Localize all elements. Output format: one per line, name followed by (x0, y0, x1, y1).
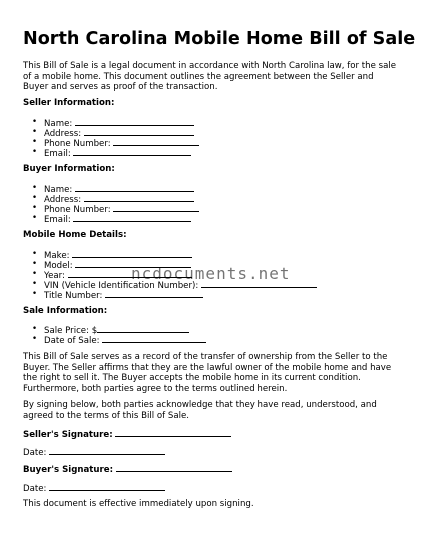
buyer-address-field: • Address: (23, 193, 199, 203)
date-of-sale-field: • Date of Sale: (23, 334, 206, 344)
title-number-field: • Title Number: (23, 289, 317, 299)
buyer-phone-field: • Phone Number: (23, 203, 199, 213)
vin-field: • VIN (Vehicle Identification Number): (23, 279, 317, 289)
seller-date-line[interactable] (49, 446, 165, 455)
seller-address-line[interactable] (84, 127, 194, 136)
buyer-signature-line[interactable] (116, 463, 232, 472)
buyer-address-line[interactable] (84, 193, 194, 202)
sale-price-field: • Sale Price: $ (23, 324, 206, 334)
buyer-date-line[interactable] (49, 482, 165, 491)
seller-phone-line[interactable] (113, 137, 199, 146)
effective-statement: This document is effective immediately upon signing. (23, 499, 254, 509)
seller-signature-line[interactable] (115, 428, 231, 437)
year-field: • Year: (23, 269, 317, 279)
buyer-phone-line[interactable] (113, 203, 199, 212)
seller-phone-field: • Phone Number: (23, 137, 199, 147)
model-field: • Model: (23, 259, 317, 269)
seller-heading: Seller Information: (23, 98, 115, 108)
buyer-email-field: • Email: (23, 213, 199, 223)
date-of-sale-line[interactable] (102, 334, 206, 343)
site-watermark: ncdocuments.net (131, 264, 291, 283)
acknowledge-paragraph: By signing below, both parties acknowledge that they have read, understood, and agreed to the terms of this Bill of Sale. (23, 400, 377, 421)
seller-address-field: • Address: (23, 127, 199, 137)
buyer-name-field: • Name: (23, 183, 199, 193)
make-field: • Make: (23, 249, 317, 259)
seller-email-field: • Email: (23, 147, 199, 157)
buyer-heading: Buyer Information: (23, 164, 115, 174)
sale-heading: Sale Information: (23, 306, 108, 316)
seller-email-line[interactable] (73, 147, 191, 156)
seller-date-row: Date: (23, 446, 165, 459)
record-paragraph: This Bill of Sale serves as a record of the transfer of ownership from the Seller to the Buyer. The Seller affirms that they are the lawful owner of the mobile home and have the right to sell it. The Buyer accepts the mobile home in its current condition. Furthermore, both parties agree to the terms outlined herein. (23, 352, 392, 394)
buyer-signature-row: Buyer's Signature: (23, 463, 232, 476)
title-number-line[interactable] (105, 289, 203, 298)
seller-name-line[interactable] (75, 117, 194, 126)
sale-field-list (23, 324, 206, 344)
seller-signature-row: Seller's Signature: (23, 428, 231, 441)
seller-name-field: • Name: (23, 117, 199, 127)
make-line[interactable] (72, 249, 192, 258)
buyer-field-list (23, 183, 199, 223)
buyer-email-line[interactable] (73, 213, 191, 222)
buyer-name-line[interactable] (75, 183, 194, 192)
seller-field-list (23, 117, 199, 157)
document-title: North Carolina Mobile Home Bill of Sale (23, 29, 416, 49)
sale-price-line[interactable] (97, 324, 189, 333)
buyer-date-row: Date: (23, 482, 165, 495)
intro-paragraph: This Bill of Sale is a legal document in accordance with North Carolina law, for the sale of a mobile home. This document outlines the agreement between the Seller and Buyer and serves as proof of the transaction. (23, 61, 397, 93)
mobile-home-heading: Mobile Home Details: (23, 230, 127, 240)
